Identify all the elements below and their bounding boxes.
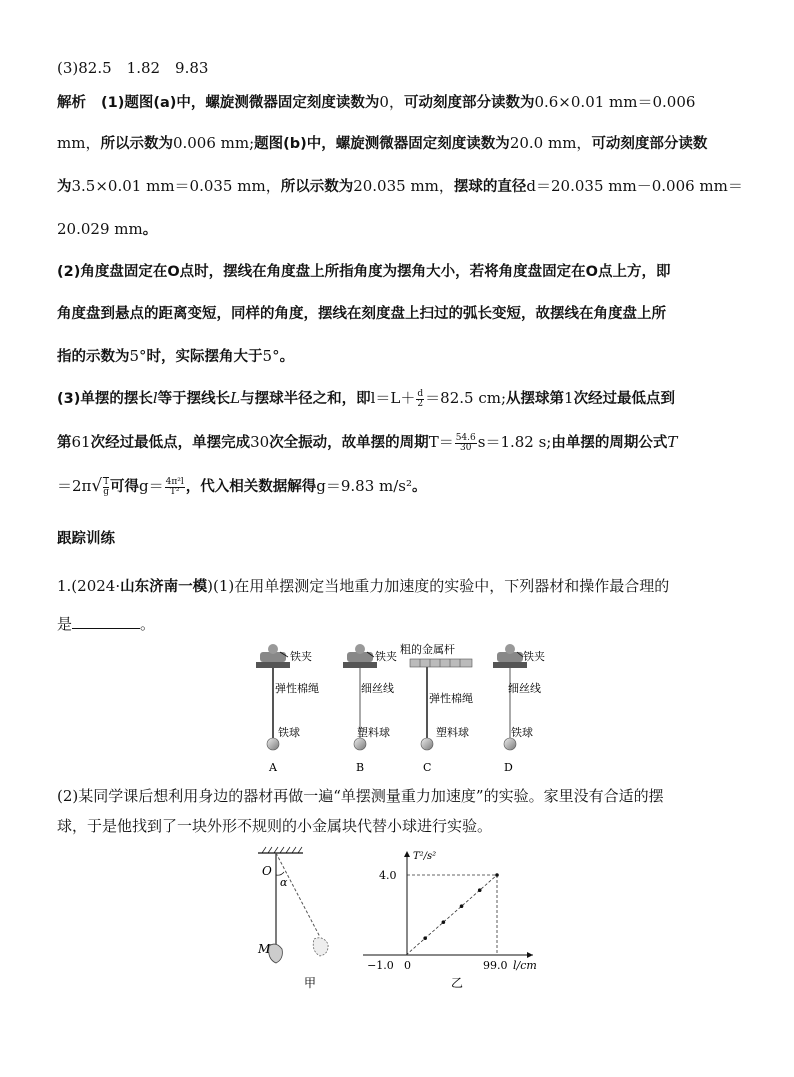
answer-blank[interactable]	[72, 614, 140, 629]
option-b-ball-label: 塑料球	[357, 726, 390, 739]
y-axis-arrow	[404, 851, 410, 857]
fraction-g: $\frac{\text{4π²l}}{\text{T²}}$	[165, 476, 184, 497]
option-c-rod-label: 粗的金属杆	[400, 643, 455, 656]
x-tick-label: 0	[404, 959, 411, 972]
caption-yi: 乙	[451, 976, 464, 990]
analysis-line-3: 为3.5×0.01 mm＝0.035 mm，所以示数为20.035 mm，摆球的直径d＝20.035 mm－0.006 mm＝	[57, 177, 743, 195]
section-title: 跟踪训练	[57, 531, 115, 547]
figure-yi-chart	[355, 845, 545, 990]
x-axis-label: l/cm	[513, 959, 537, 972]
analysis-p3-line-3: ＝2π√ $\frac{l}{g}$ 可得g＝ $\frac{\text{4π²l}}{\text{T²}}$ ，代入相关数据解得g＝9.83 m/s²。	[57, 476, 427, 497]
point-m-label: M	[258, 942, 271, 956]
series-line	[406, 875, 497, 955]
option-b-string-label: 细丝线	[361, 682, 394, 695]
option-a-string-label: 弹性棉绳	[275, 682, 319, 695]
analysis-p2-line-1: (2)角度盘固定在O点时，摆线在角度盘上所指角度为摆角大小，若将角度盘固定在O点上方，即	[57, 264, 671, 280]
analysis-p2-line-3: 指的示数为5°时，实际摆角大于5°。	[57, 347, 295, 365]
option-a-letter: A	[269, 761, 277, 774]
option-c-ball-label: 塑料球	[436, 726, 469, 739]
analysis-p3-line-2: 第61次经过最低点，单摆完成30次全振动，故单摆的周期T＝ $\frac{54.6}{30}$ s＝1.82 s;由单摆的周期公式T	[57, 432, 678, 453]
answer-line: (3)82.5 1.82 9.83	[57, 59, 209, 77]
fraction-period: $\frac{54.6}{30}$	[455, 432, 476, 453]
analysis-label: 解析	[57, 95, 86, 111]
analysis-line-1: 解析 (1)题图(a)中，螺旋测微器固定刻度读数为0，可动刻度部分读数为0.6×0.01 mm＝0.006	[57, 93, 696, 111]
analysis-p3-line-1: (3)单摆的摆长l等于摆线长L与摆球半径之和，即l＝L＋ $\frac{d}{2}$ ＝82.5 cm;从摆球第1次经过最低点到	[57, 388, 676, 409]
option-d-ball-label: 铁球	[511, 726, 533, 739]
x-axis-arrow	[527, 952, 533, 958]
option-a-ball-label: 铁球	[278, 726, 300, 739]
analysis-line-4: 20.029 mm。	[57, 220, 158, 238]
y-tick-label: 4.0	[379, 869, 397, 882]
option-b-letter: B	[356, 761, 365, 774]
option-c-string-label: 弹性棉绳	[429, 692, 473, 705]
data-point	[478, 888, 482, 892]
option-b-clamp-label: 铁夹	[375, 650, 397, 663]
data-point	[423, 936, 427, 940]
option-d-clamp-label: 铁夹	[523, 650, 545, 663]
option-c-letter: C	[423, 761, 432, 774]
figure-jia	[248, 845, 348, 990]
question-2-line-1: (2)某同学课后想利用身边的器材再做一遍“单摆测量重力加速度”的实验。家里没有合适的摆	[57, 787, 664, 805]
question-1-line-2: 是 。	[57, 615, 156, 633]
pendulum-options-figure	[240, 640, 560, 780]
question-1-line-1: 1.(2024·山东济南一模)(1)在用单摆测定当地重力加速度的实验中，下列器材和操作最合理的	[57, 577, 670, 595]
data-point	[495, 873, 499, 877]
option-d-letter: D	[504, 761, 513, 774]
y-axis-label: T²/s²	[413, 851, 437, 862]
analysis-p2-line-2: 角度盘到悬点的距离变短，同样的角度，摆线在刻度盘上扫过的弧长变短，故摆线在角度盘上所	[57, 306, 666, 322]
data-point	[460, 904, 464, 908]
option-d	[493, 644, 545, 774]
option-c	[400, 642, 473, 774]
fraction-d-over-2: $\frac{d}{2}$	[417, 388, 424, 409]
option-a	[256, 644, 319, 774]
option-b	[343, 644, 397, 774]
question-2-line-2: 球，于是他找到了一块外形不规则的小金属块代替小球进行实验。	[57, 817, 493, 835]
x-tick-label: 99.0	[483, 959, 508, 972]
point-o-label: O	[262, 864, 272, 878]
analysis-line-2: mm，所以示数为0.006 mm;题图(b)中，螺旋测微器固定刻度读数为20.0 mm，可动刻度部分读数	[57, 134, 708, 152]
option-a-clamp-label: 铁夹	[290, 650, 312, 663]
sqrt-sign: √	[91, 476, 103, 496]
data-point	[442, 920, 446, 924]
angle-alpha-label: α	[280, 876, 288, 889]
option-d-string-label: 细丝线	[508, 682, 541, 695]
x-tick-label: −1.0	[367, 959, 394, 972]
fraction-l-over-g: $\frac{l}{g}$	[103, 477, 110, 497]
caption-jia: 甲	[304, 976, 317, 990]
